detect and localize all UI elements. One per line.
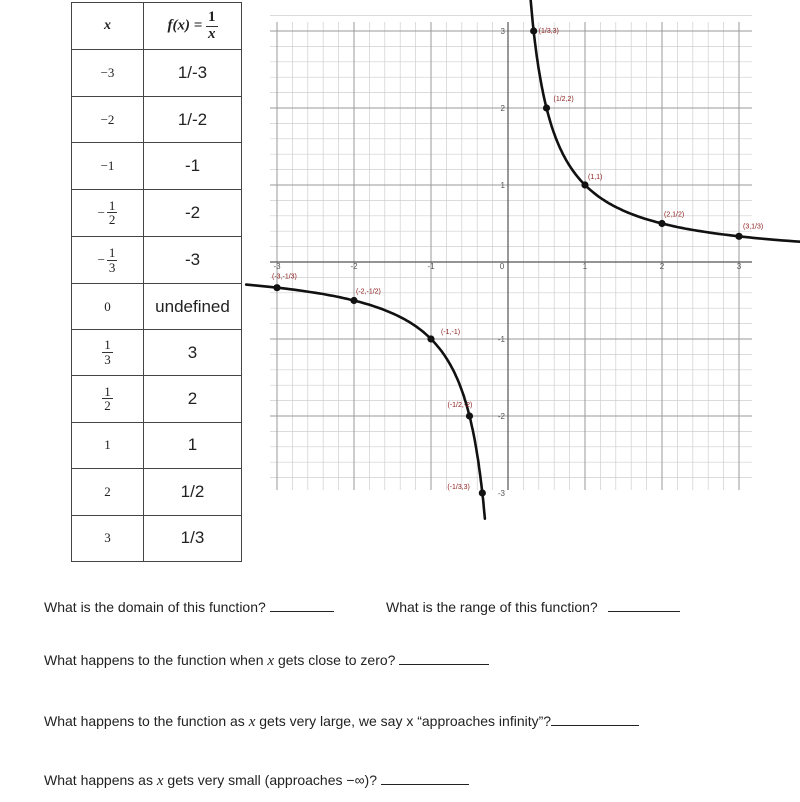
question-small-text-c: −∞)? xyxy=(346,772,377,788)
data-point xyxy=(273,284,280,291)
x-tick-label: 2 xyxy=(659,262,665,271)
y-tick-label: 2 xyxy=(500,104,505,113)
x-tick-label: 1 xyxy=(582,262,588,271)
answer-large-blank[interactable] xyxy=(551,712,639,726)
cell-fx: 2 xyxy=(144,376,242,422)
question-zero-var: x xyxy=(267,653,275,669)
y-tick-label: -1 xyxy=(497,335,505,344)
cell-x-num: 1 xyxy=(108,197,116,213)
cell-fx: 1/2 xyxy=(144,469,242,515)
cell-fx: undefined xyxy=(144,284,242,329)
data-point xyxy=(530,27,537,34)
cell-x: 3 xyxy=(72,515,144,562)
x-tick-label: 3 xyxy=(736,262,742,271)
question-large xyxy=(44,712,639,731)
point-label: (2,1/2) xyxy=(664,211,685,219)
point-label: (3,1/3) xyxy=(743,223,764,231)
curve-positive-branch xyxy=(529,0,800,242)
question-small-text-b: gets very small (approaches xyxy=(167,772,343,788)
data-point xyxy=(479,489,486,496)
point-label: (1/3,3) xyxy=(538,28,559,35)
question-small-text-a: What happens as xyxy=(44,772,153,788)
cell-fx: 1/3 xyxy=(144,515,242,562)
x-tick-label: 0 xyxy=(499,262,505,271)
question-range-text: What is the range of this function? xyxy=(386,599,598,615)
x-tick-label: -1 xyxy=(427,262,435,271)
header-f-num: 1 xyxy=(208,8,216,25)
cell-x-num: 1 xyxy=(108,245,116,261)
answer-zero-blank[interactable] xyxy=(399,651,489,665)
question-large-text-b: gets very large, we say x “approaches infinity”? xyxy=(259,713,552,729)
question-zero-text-a: What happens to the function when xyxy=(44,652,264,668)
cell-x: −3 xyxy=(72,50,144,96)
point-label: (-1/2,-2) xyxy=(447,402,473,409)
point-label: (1,1) xyxy=(588,174,603,181)
cell-fx: -3 xyxy=(144,237,242,284)
cell-fx: 1 xyxy=(144,422,242,468)
question-zero-text-b: gets close to zero? xyxy=(277,652,396,668)
grid-minor-lines xyxy=(270,16,752,490)
cell-fx: 3 xyxy=(144,329,242,375)
header-f-den: x xyxy=(208,25,216,42)
y-tick-label: -3 xyxy=(497,489,505,498)
cell-x-den: 2 xyxy=(108,212,116,228)
cell-x: 0 xyxy=(72,284,144,329)
y-tick-label: -2 xyxy=(497,412,505,421)
data-point xyxy=(466,412,473,419)
data-point xyxy=(735,233,742,240)
point-label: (1/2,2) xyxy=(553,96,574,103)
point-label: (-1,-1) xyxy=(441,329,461,336)
cell-x-num: 1 xyxy=(104,383,111,399)
cell-fx: -1 xyxy=(144,143,242,189)
grid-major-lines xyxy=(270,22,752,490)
cell-x-den: 3 xyxy=(108,259,116,275)
question-range xyxy=(386,598,680,615)
data-point xyxy=(350,297,357,304)
question-domain-text: What is the domain of this function? xyxy=(44,599,266,615)
cell-fx: 1/-3 xyxy=(144,50,242,96)
axes xyxy=(270,22,752,490)
cell-x-sign: − xyxy=(97,204,105,220)
question-domain xyxy=(44,598,334,615)
answer-small-blank[interactable] xyxy=(381,771,469,785)
question-large-text-a: What happens to the function as xyxy=(44,713,245,729)
cell-x-den: 3 xyxy=(104,352,111,368)
data-point xyxy=(543,104,550,111)
answer-range-blank[interactable] xyxy=(608,598,680,612)
cell-fx: 1/-2 xyxy=(144,96,242,142)
answer-domain-blank[interactable] xyxy=(270,598,334,612)
data-point xyxy=(581,181,588,188)
data-point xyxy=(427,335,434,342)
cell-x-num: 1 xyxy=(104,337,111,353)
question-small xyxy=(44,771,469,790)
y-tick-label: 1 xyxy=(500,181,505,190)
header-f-prefix: f(x) = xyxy=(167,17,203,34)
point-label: (-1/3,3) xyxy=(447,484,470,491)
question-zero xyxy=(44,651,489,670)
cell-x-sign: − xyxy=(97,252,105,268)
y-tick-label: 3 xyxy=(500,27,505,36)
cell-x: 1 xyxy=(72,422,144,468)
data-point xyxy=(658,220,665,227)
x-tick-label: -3 xyxy=(273,262,281,271)
point-label: (-2,-1/2) xyxy=(356,288,381,296)
cell-x: 2 xyxy=(72,469,144,515)
question-small-var: x xyxy=(156,773,164,789)
cell-x: −1 xyxy=(72,143,144,189)
cell-x-den: 2 xyxy=(104,398,111,414)
cell-fx: -2 xyxy=(144,189,242,236)
point-label: (-3,-1/3) xyxy=(272,273,297,281)
cell-x: −2 xyxy=(72,96,144,142)
question-large-var: x xyxy=(248,714,256,730)
x-tick-label: -2 xyxy=(350,262,358,271)
header-x: x xyxy=(72,3,144,50)
